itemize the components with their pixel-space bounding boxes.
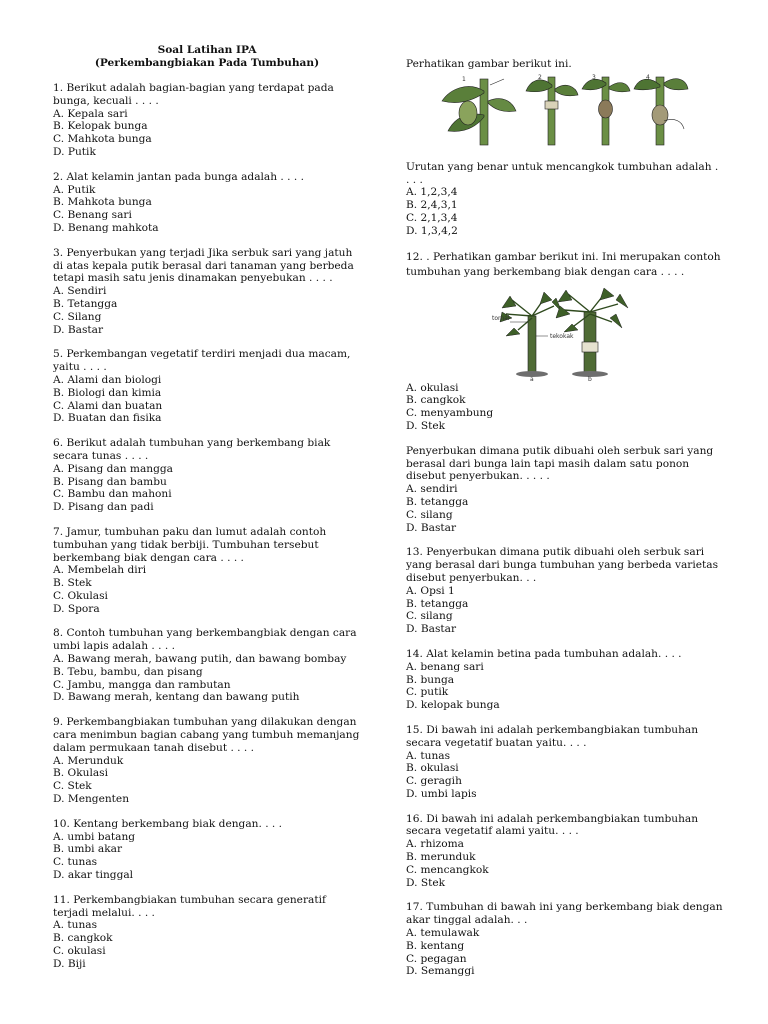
label-tornal: tornal — [492, 314, 510, 322]
step-label-1: 1 — [462, 75, 466, 83]
question-stem: 3. Penyerbukan yang terjadi Jika serbuk sari yang jatuh di atas kepala putik berasal dari tanaman yang berbeda tetapi masih satu jenis dinamakan penyebukan . . . . — [53, 246, 354, 285]
answer-option[interactable]: B. bunga — [406, 673, 455, 686]
question-stem: 7. Jamur, tumbuhan paku dan lumut adalah contoh tumbuhan yang tidak berbiji. Tumbuhan tersebut berkembang biak dengan cara . . . . — [53, 525, 327, 564]
answer-option[interactable]: B. umbi akar — [53, 843, 123, 856]
answer-option[interactable]: B. 2,4,3,1 — [406, 199, 458, 212]
answer-option[interactable]: C. Alami dan buatan — [53, 399, 163, 412]
answer-option[interactable]: D. Buatan dan fisika — [53, 412, 162, 425]
answer-option[interactable]: C. Mahkota bunga — [53, 133, 152, 146]
question-cangkok-order — [406, 161, 724, 238]
figure-intro: Perhatikan gambar berikut ini. — [406, 58, 572, 70]
grafting-step-1 — [442, 79, 516, 145]
answer-option[interactable]: D. Bastar — [406, 521, 457, 534]
question-block — [406, 445, 724, 535]
answer-option[interactable]: C. geragih — [406, 775, 462, 788]
question-stem: 8. Contoh tumbuhan yang berkembangbiak dengan cara umbi lapis adalah . . . . — [53, 627, 357, 653]
right-column — [406, 58, 724, 978]
answer-option[interactable]: A. umbi batang — [53, 830, 136, 843]
answer-option[interactable]: C. tunas — [53, 856, 98, 869]
answer-option[interactable]: A. tunas — [406, 749, 451, 762]
question-block — [53, 247, 361, 337]
answer-option[interactable]: A. temulawak — [406, 927, 480, 940]
left-column — [53, 44, 361, 971]
question-block — [406, 901, 724, 978]
grafting-figure — [406, 286, 724, 382]
step-label-3: 3 — [592, 73, 596, 81]
question-stem: 12. . Perhatikan gambar berikut ini. Ini merupakan contoh tumbuhan yang berkembang biak dengan cara . . . . — [406, 250, 721, 278]
question-block — [53, 82, 361, 159]
question-stem: 11. Perkembangbiakan tumbuhan secara generatif terjadi melalui. . . . — [53, 893, 326, 919]
answer-option[interactable]: A. benang sari — [406, 660, 484, 673]
answer-option[interactable]: B. Okulasi — [53, 767, 108, 780]
answer-option[interactable]: A. Alami dan biologi — [53, 373, 162, 386]
grafting-step-3 — [582, 77, 630, 145]
question-stem: 17. Tumbuhan di bawah ini yang berkembang biak dengan akar tinggal adalah. . . — [406, 901, 723, 927]
question-stem: 1. Berikut adalah bagian-bagian yang terdapat pada bunga, kecuali . . . . — [53, 82, 334, 107]
question-block — [53, 526, 361, 616]
answer-option[interactable]: B. Kelopak bunga — [53, 120, 148, 133]
answer-option[interactable]: B. Tetangga — [53, 297, 118, 310]
answer-option[interactable]: C. silang — [406, 508, 453, 521]
grafting-illustration — [406, 286, 724, 382]
question-stem: 2. Alat kelamin jantan pada bunga adalah . . . . — [53, 170, 304, 183]
answer-option[interactable]: C. Silang — [53, 310, 102, 323]
answer-option[interactable]: A. okulasi — [406, 381, 459, 394]
answer-option[interactable]: D. Biji — [53, 957, 86, 970]
answer-option[interactable]: C. putik — [406, 686, 449, 699]
answer-option[interactable]: B. merunduk — [406, 851, 476, 864]
answer-option[interactable]: B. Biologi dan kimia — [53, 386, 162, 399]
left-question-list — [53, 82, 361, 971]
answer-option[interactable]: C. Okulasi — [53, 589, 108, 602]
question-stem: 13. Penyerbukan dimana putik dibuahi oleh serbuk sari yang berasal dari bunga tumbuhan yang berbeda varietas disebut penyerbukan. . . — [406, 546, 719, 584]
step-label-2: 2 — [538, 73, 542, 81]
question-block — [53, 894, 361, 971]
answer-option[interactable]: A. Kepala sari — [53, 107, 128, 120]
answer-option[interactable]: D. akar tinggal — [53, 869, 134, 882]
answer-option[interactable]: D. Mengenten — [53, 793, 130, 806]
question-block — [53, 437, 361, 514]
grafting-step-2 — [526, 77, 578, 145]
answer-option[interactable]: C. okulasi — [53, 945, 106, 958]
question-block — [53, 716, 361, 806]
answer-option[interactable]: C. Benang sari — [53, 209, 132, 222]
question-stem: 15. Di bawah ini adalah perkembangbiakan tumbuhan secara vegetatif buatan yaitu. . . . — [406, 723, 699, 749]
answer-option[interactable]: D. Bastar — [53, 323, 104, 336]
question-block — [53, 818, 361, 882]
question-block — [53, 348, 361, 425]
grafting-steps-figure — [406, 71, 724, 151]
answer-option[interactable]: D. Bastar — [406, 623, 457, 636]
answer-option[interactable]: A. Bawang merah, bawang putih, dan bawang bombay — [53, 653, 347, 666]
answer-option[interactable]: B. cangkok — [406, 394, 466, 407]
label-b: b — [588, 375, 592, 382]
answer-option[interactable]: B. Tebu, bambu, dan pisang — [53, 665, 203, 678]
answer-option[interactable]: D. Putik — [53, 145, 96, 158]
answer-option[interactable]: A. 1,2,3,4 — [406, 186, 458, 199]
answer-option[interactable]: C. Bambu dan mahoni — [53, 488, 172, 501]
answer-option[interactable]: D. Stek — [406, 876, 446, 889]
answer-option[interactable]: A. tunas — [53, 919, 98, 932]
answer-option[interactable]: D. umbi lapis — [406, 787, 477, 800]
answer-option[interactable]: C. Stek — [53, 780, 92, 793]
answer-option[interactable]: D. 1,3,4,2 — [406, 224, 458, 237]
answer-option[interactable]: A. Membelah diri — [53, 564, 147, 577]
right-question-list — [406, 445, 724, 978]
answer-option[interactable]: C. Jambu, mangga dan rambutan — [53, 678, 231, 691]
question-stem: 5. Perkembangan vegetatif terdiri menjadi dua macam, yaitu . . . . — [53, 348, 351, 374]
answer-option[interactable]: C. pegagan — [406, 952, 467, 965]
answer-option[interactable]: C. menyambung — [406, 407, 494, 420]
question-stem: 14. Alat kelamin betina pada tumbuhan adalah. . . . — [406, 647, 682, 660]
answer-option[interactable]: B. Pisang dan bambu — [53, 475, 167, 488]
step-label-4: 4 — [646, 73, 650, 81]
question-stem: Urutan yang benar untuk mencangkok tumbuhan adalah . . . . — [406, 160, 719, 186]
answer-option[interactable]: B. tetangga — [406, 597, 469, 610]
answer-option[interactable]: A. sendiri — [406, 483, 458, 496]
answer-option[interactable]: A. Sendiri — [53, 285, 107, 298]
answer-option[interactable]: A. rhizoma — [406, 838, 464, 851]
answer-option[interactable]: B. tetangga — [406, 495, 469, 508]
question-block — [406, 724, 724, 801]
page-subtitle: (Perkembangbiakan Pada Tumbuhan) — [94, 57, 320, 69]
answer-option[interactable]: B. cangkok — [53, 932, 113, 945]
answer-option[interactable]: D. Stek — [406, 419, 446, 432]
answer-option[interactable]: A. Opsi 1 — [406, 584, 455, 597]
question-block — [406, 813, 724, 890]
answer-option[interactable]: B. okulasi — [406, 762, 459, 775]
answer-option[interactable]: D. Semanggi — [406, 965, 475, 978]
grafting-steps-illustration — [406, 71, 724, 149]
answer-option[interactable]: D. Pisang dan padi — [53, 501, 154, 514]
label-tekokak: tekokak — [550, 332, 574, 340]
answer-option[interactable]: B. Mahkota bunga — [53, 196, 152, 209]
question-block — [53, 171, 361, 235]
grafting-step-4 — [634, 77, 688, 145]
answer-option[interactable]: A. Merunduk — [53, 754, 124, 767]
answer-option[interactable]: C. 2,1,3,4 — [406, 211, 458, 224]
answer-option[interactable]: C. silang — [406, 610, 453, 623]
answer-option[interactable]: A. Pisang dan mangga — [53, 462, 173, 475]
answer-option[interactable]: D. Benang mahkota — [53, 221, 159, 234]
answer-option[interactable]: D. Spora — [53, 602, 100, 615]
answer-option[interactable]: D. kelopak bunga — [406, 699, 500, 712]
answer-option[interactable]: C. mencangkok — [406, 863, 489, 876]
answer-option[interactable]: D. Bawang merah, kentang dan bawang putih — [53, 691, 300, 704]
question-stem: Penyerbukan dimana putik dibuahi oleh serbuk sari yang berasal dari bunga lain tapi masih dalam satu ponon disebut penyerbukan. . . . . — [406, 444, 714, 483]
question-block — [53, 627, 361, 704]
question-block — [406, 546, 724, 636]
page-title: Soal Latihan IPA — [157, 44, 257, 56]
label-a: a — [530, 375, 534, 382]
question-stem: 16. Di bawah ini adalah perkembangbiakan tumbuhan secara vegetatif alami yaitu. . . . — [406, 812, 699, 838]
question-stem: 10. Kentang berkembang biak dengan. . . . — [53, 817, 283, 830]
answer-option[interactable]: A. Putik — [53, 183, 96, 196]
question-stem: 9. Perkembangbiakan tumbuhan yang dilakukan dengan cara menimbun bagian cabang yang tumbuh memanjang dalam permukaan tanah disebut . . . . — [53, 716, 360, 754]
question-12 — [406, 250, 724, 433]
answer-option[interactable]: B. Stek — [53, 577, 92, 590]
answer-option[interactable]: B. kentang — [406, 939, 465, 952]
question-block — [406, 648, 724, 712]
question-stem: 6. Berikut adalah tumbuhan yang berkembang biak secara tunas . . . . — [53, 437, 331, 462]
